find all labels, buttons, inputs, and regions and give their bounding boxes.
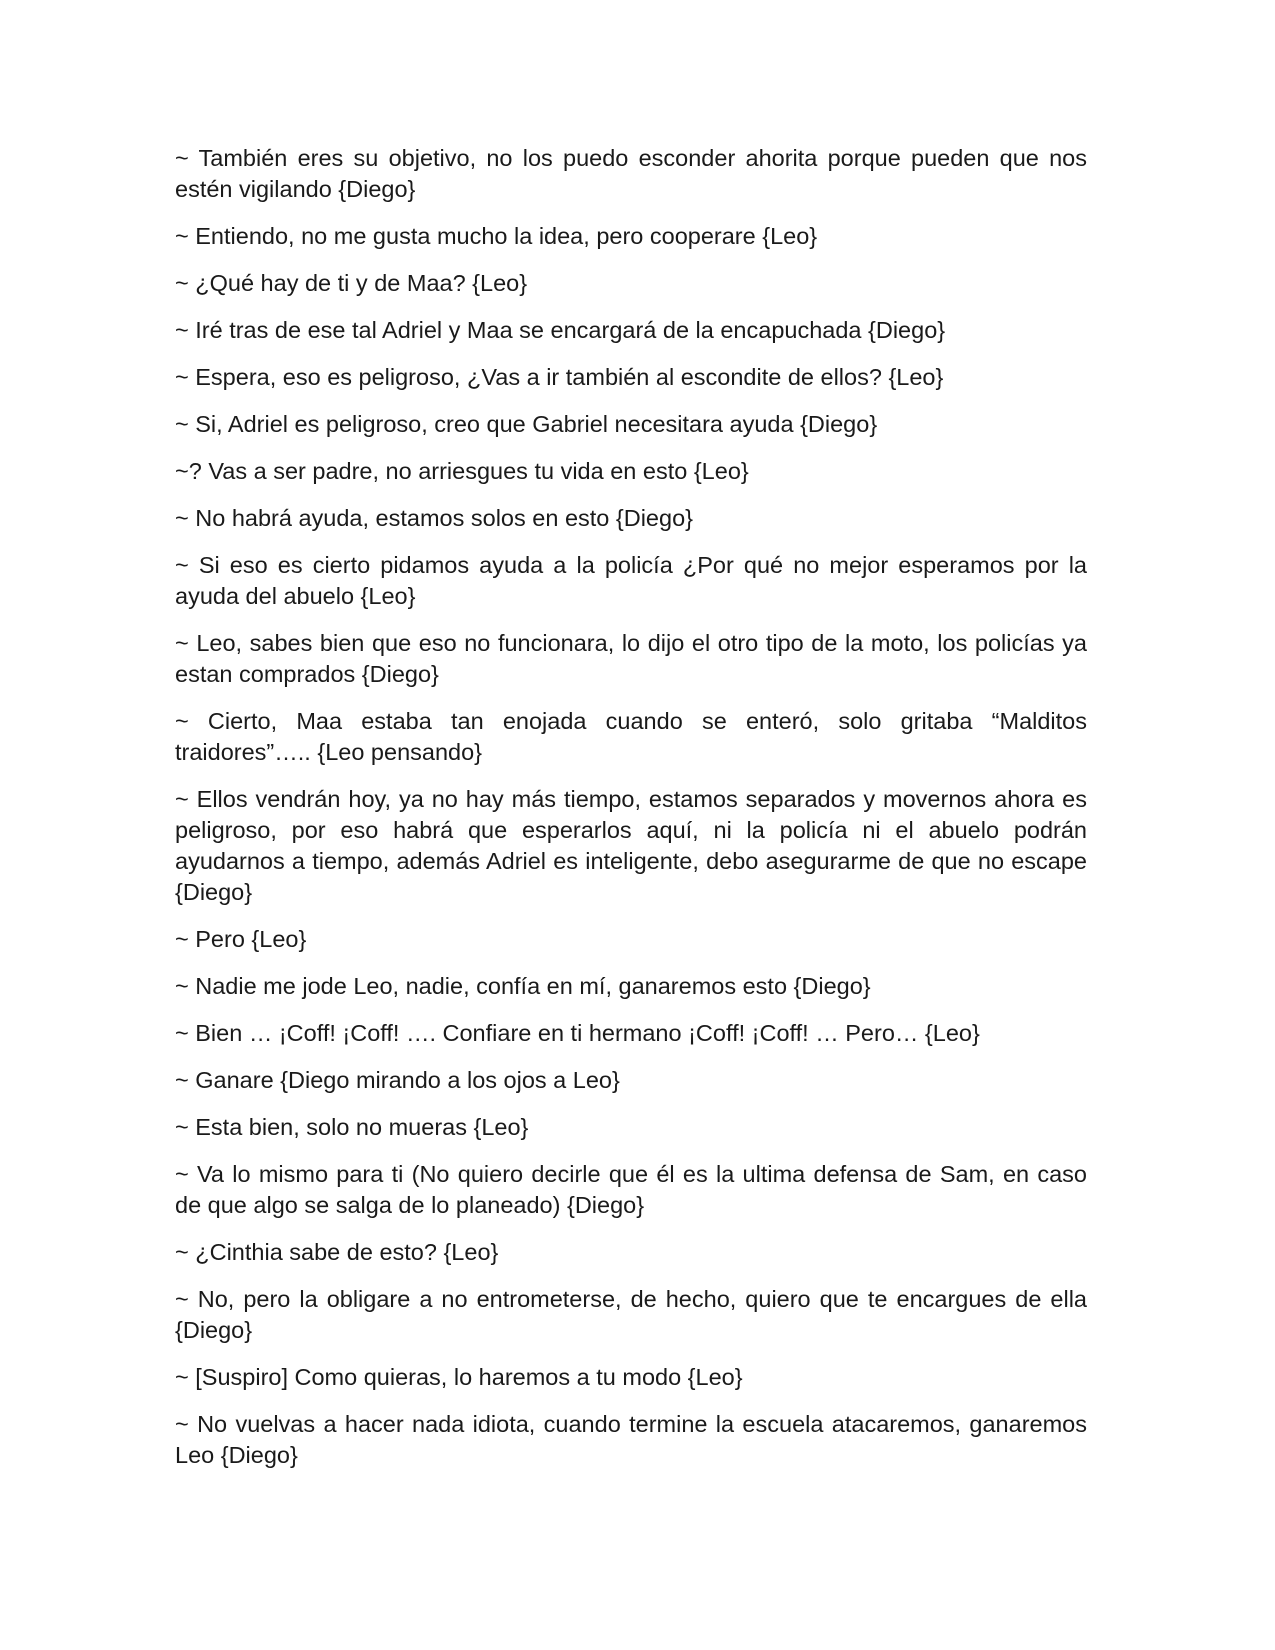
dialogue-paragraph: ~ Esta bien, solo no mueras {Leo}	[175, 1114, 529, 1140]
dialogue-paragraph: ~ ¿Qué hay de ti y de Maa? {Leo}	[175, 270, 528, 296]
dialogue-paragraph: ~ No, pero la obligare a no entrometerse, de hecho, quiero que te encargues de ella {Diego}	[175, 1286, 1087, 1343]
dialogue-paragraph: ~? Vas a ser padre, no arriesgues tu vida en esto {Leo}	[175, 458, 749, 484]
dialogue-paragraph: ~ Nadie me jode Leo, nadie, confía en mí, ganaremos esto {Diego}	[175, 973, 871, 999]
dialogue-paragraph: ~ No vuelvas a hacer nada idiota, cuando termine la escuela atacaremos, ganaremos Leo {Diego}	[175, 1411, 1087, 1468]
document-body	[175, 143, 1087, 1487]
dialogue-paragraph: ~ [Suspiro] Como quieras, lo haremos a tu modo {Leo}	[175, 1364, 743, 1390]
dialogue-paragraph: ~ También eres su objetivo, no los puedo esconder ahorita porque pueden que nos estén vigilando {Diego}	[175, 145, 1087, 202]
dialogue-paragraph: ~ ¿Cinthia sabe de esto? {Leo}	[175, 1239, 499, 1265]
dialogue-paragraph: ~ Iré tras de ese tal Adriel y Maa se encargará de la encapuchada {Diego}	[175, 317, 946, 343]
dialogue-paragraph: ~ No habrá ayuda, estamos solos en esto {Diego}	[175, 505, 693, 531]
dialogue-paragraph: ~ Ellos vendrán hoy, ya no hay más tiempo, estamos separados y movernos ahora es peligroso, por eso habrá que esperarlos aquí, ni la policía ni el abuelo podrán ayudarnos a tiempo, además Adriel es inteligente, debo asegurarme de que no escape {Diego}	[175, 786, 1087, 905]
dialogue-paragraph: ~ Si eso es cierto pidamos ayuda a la policía ¿Por qué no mejor esperamos por la ayuda del abuelo {Leo}	[175, 552, 1087, 609]
dialogue-paragraph: ~ Espera, eso es peligroso, ¿Vas a ir también al escondite de ellos? {Leo}	[175, 364, 944, 390]
dialogue-paragraph: ~ Ganare {Diego mirando a los ojos a Leo}	[175, 1067, 620, 1093]
dialogue-paragraph: ~ Cierto, Maa estaba tan enojada cuando se enteró, solo gritaba “Malditos traidores”….. {Leo pensando}	[175, 708, 1087, 765]
dialogue-paragraph: ~ Si, Adriel es peligroso, creo que Gabriel necesitara ayuda {Diego}	[175, 411, 878, 437]
dialogue-paragraph: ~ Bien … ¡Coff! ¡Coff! …. Confiare en ti hermano ¡Coff! ¡Coff! … Pero… {Leo}	[175, 1020, 980, 1046]
dialogue-paragraph: ~ Va lo mismo para ti (No quiero decirle que él es la ultima defensa de Sam, en caso de que algo se salga de lo planeado) {Diego}	[175, 1161, 1087, 1218]
dialogue-paragraph: ~ Pero {Leo}	[175, 926, 307, 952]
dialogue-paragraph: ~ Entiendo, no me gusta mucho la idea, pero cooperare {Leo}	[175, 223, 818, 249]
dialogue-paragraph: ~ Leo, sabes bien que eso no funcionara, lo dijo el otro tipo de la moto, los policías ya estan comprados {Diego}	[175, 630, 1087, 687]
